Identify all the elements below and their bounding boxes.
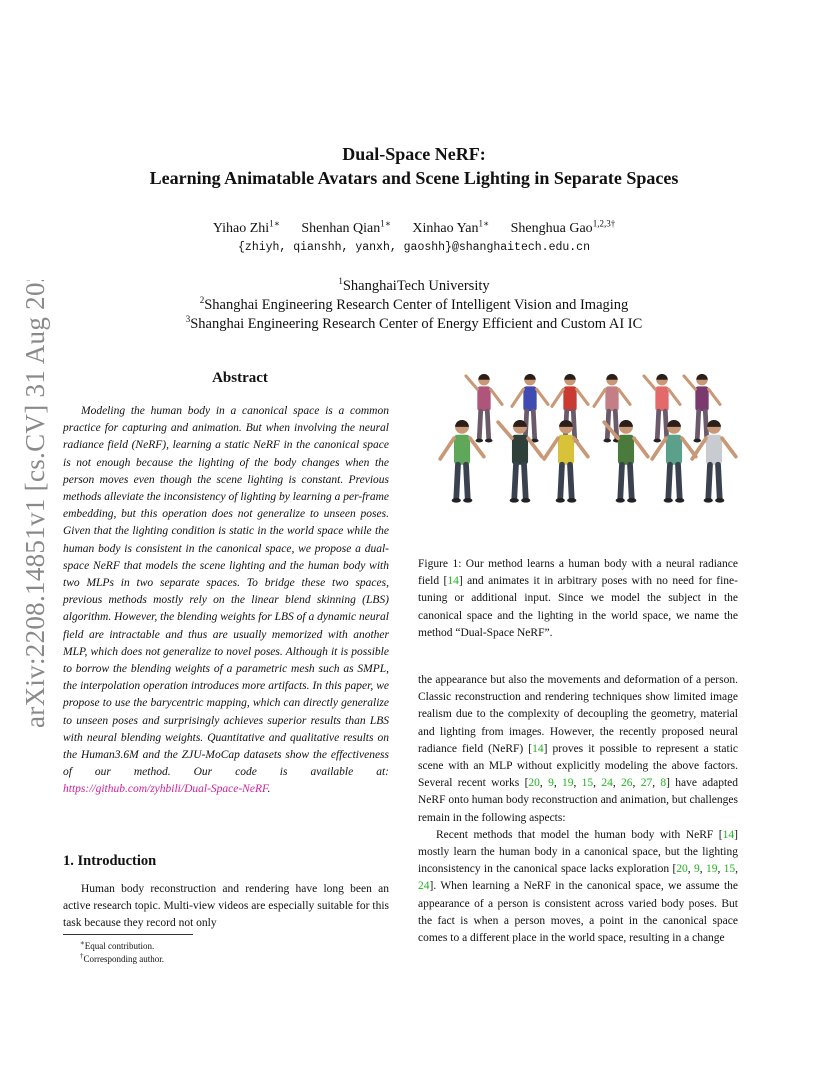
citation-link[interactable]: 14 <box>722 828 735 841</box>
citation-link[interactable]: 26 <box>621 777 633 790</box>
citation-group: 20, 9, 19, 15, 24, 26, 27, 8 <box>528 777 667 790</box>
avatar-leg <box>705 411 706 440</box>
avatar-leg <box>533 411 534 440</box>
avatar-arm <box>709 389 720 404</box>
avatar-arm <box>594 389 605 406</box>
citation-link[interactable]: 14 <box>532 742 544 755</box>
avatar-torso <box>477 386 490 411</box>
avatar-arm <box>669 389 680 404</box>
avatar-shoe <box>627 498 636 503</box>
avatar-hair <box>455 420 469 427</box>
avatar-leg <box>514 465 516 500</box>
citation-link[interactable]: 24 <box>418 880 430 893</box>
avatar-leg <box>524 465 526 500</box>
footnote-divider <box>63 934 193 935</box>
avatar-arm <box>552 389 563 406</box>
avatar-hair <box>564 374 575 380</box>
avatar-arm <box>440 438 454 459</box>
author-list <box>0 218 828 237</box>
paragraph: Recent methods that model the human body with NeRF [14] mostly learn the human body in a canonical space, but the lighting inconsistency in the canonical space lacks exploration [20, 9, 19, 15, 24]. When learning a NeRF in the canonical space, we assume the appearance of a person is consistent across varied body poses. But the fact is when a person moves, a point in the canonical space comes to a different place in the world space, resulting in a change <box>418 828 739 945</box>
avatar-shoe <box>485 439 493 443</box>
avatar-torso <box>605 386 618 411</box>
citation-link[interactable]: 9 <box>693 863 700 876</box>
avatar-leg <box>456 465 458 500</box>
avatar-leg <box>708 465 710 500</box>
avatar-torso <box>706 435 722 465</box>
avatar-torso <box>454 435 470 465</box>
avatar-leg <box>466 465 468 500</box>
arxiv-id: arXiv:2208.14851v1 [cs.CV] 31 Aug 2022 <box>20 280 50 728</box>
affiliation: $^3$Shanghai Engineering Research Center of Energy Efficient and Custom AI IC <box>185 314 643 332</box>
avatar-torso <box>563 386 576 411</box>
arxiv-sidebar-stamp <box>6 280 56 730</box>
paper-title-line1: Dual-Space NeRF: <box>342 144 486 164</box>
avatar-torso <box>666 435 682 465</box>
avatar-shoe <box>452 498 461 503</box>
avatar-leg <box>678 465 680 500</box>
avatar-arm <box>722 438 736 456</box>
code-link[interactable]: https://github.com/zyhbili/Dual-Space-NeRF <box>63 783 268 796</box>
avatar-leg <box>479 411 480 440</box>
figure-1-caption: Figure 1: Our method learns a human body with a neural radiance field [14] and animates it in arbitrary poses with no need for fine-tuning or additional input. Since we model the subject in the canonical space and the lighting in the world space, we name the method “Dual-Space NeRF”. <box>418 558 738 639</box>
citation-link[interactable]: 20 <box>528 777 540 790</box>
avatar-shoe <box>603 439 611 443</box>
avatar-hair <box>619 420 633 427</box>
avatar-torso <box>558 435 574 465</box>
avatar-hair <box>696 374 707 380</box>
citation-link[interactable]: 14 <box>447 575 459 588</box>
avatar-torso <box>512 435 528 465</box>
avatar-shoe <box>475 439 483 443</box>
paragraph: the appearance but also the movements and deformation of a person. Classic reconstruction and rendering techniques show limited image realism due to the complexity of decoupling the geometry, material and lighting from images. However, the recently proposed neural radiance field (NeRF) [14] proves it possible to represent a static scene with an MLP without explicitly modeling the above factors. Several recent works [20, 9, 19, 15, 24, 26, 27, 8] have adapted NeRF onto human body reconstruction and animation, but challenges remain in the following aspects: <box>418 674 738 824</box>
citation-link[interactable]: 19 <box>705 863 718 876</box>
avatar-arm <box>619 389 630 404</box>
avatar-arm <box>466 376 477 389</box>
intro-heading: 1. Introduction <box>63 853 157 869</box>
avatar-hair <box>606 374 617 380</box>
citation-link[interactable]: 15 <box>581 777 594 790</box>
author: Yihao Zhi$^{1∗}$ <box>212 218 280 236</box>
avatar-shoe <box>463 498 472 503</box>
avatar-arm <box>491 389 502 404</box>
avatar-hair <box>667 420 681 427</box>
avatar-shoe <box>715 498 724 503</box>
avatar-leg <box>718 465 720 500</box>
avatar-arm <box>498 422 512 438</box>
avatar-leg <box>668 465 670 500</box>
avatar-shoe <box>567 498 576 503</box>
avatar-torso <box>695 386 708 411</box>
avatar-torso <box>618 435 634 465</box>
figure-1-avatars <box>418 368 748 550</box>
avatar-shoe <box>616 498 625 503</box>
citation-link[interactable]: 27 <box>640 777 653 790</box>
abstract-heading: Abstract <box>212 370 268 386</box>
citation-group: 20, 9, 19, 15, 24 <box>418 863 739 893</box>
avatar-leg <box>573 411 574 440</box>
avatar-shoe <box>521 498 530 503</box>
avatar-shoe <box>704 498 713 503</box>
avatar-hair <box>656 374 667 380</box>
avatar-hair <box>524 374 535 380</box>
avatar-arm <box>577 389 588 404</box>
avatar-hair <box>707 420 721 427</box>
avatar-shoe <box>675 498 684 503</box>
author: Xinhao Yan$^{1∗}$ <box>412 218 490 236</box>
paper-title-line2: Learning Animatable Avatars and Scene Lighting in Separate Spaces <box>149 168 679 188</box>
avatar-leg <box>657 411 658 440</box>
author: Shenghua Gao$^{1,2,3\dagger}$ <box>510 218 616 236</box>
avatar-arm <box>512 389 523 406</box>
avatar-arm <box>537 389 548 404</box>
citation-link[interactable]: 20 <box>676 863 688 876</box>
citation-link[interactable]: 19 <box>562 777 574 790</box>
avatar-leg <box>560 465 562 500</box>
abstract-body: Modeling the human body in a canonical space is a common practice for capturing and animation. But when involving the neural radiance field (NeRF), learning a static NeRF in the canonical space is not enough because the lighting of the body changes when the person moves even though the scene lighting is constant. Previous methods alleviate the inconsistency of lighting by learning a per-frame embedding, but this operation does not generalize to unseen poses. Given that the lighting condition is static in the world space while the human body is consistent in the canonical space, we propose a dual-space NeRF that models the scene lighting and the human body with two MLPs in two separate spaces. To bridge these two spaces, previous methods mostly rely on the linear blend skinning (LBS) algorithm. However, the blending weights for LBS of a dynamic neural field are intractable and thus are usually memorized with another MLP, which does not generalize to novel poses. Although it is possible to borrow the blending weights of a parametric mesh such as SMPL, the interpolation operation introduces more artifacts. In this paper, we propose to use the barycentric mapping, which can directly generalize to unseen poses and surprisingly achieves superior results than LBS with neural blending weights. Quantitative and qualitative results on the Human3.6M and the ZJU-MoCap datasets show the effectiveness of our method. Our code is available at: https://github.com/zyhbili/Dual-Space-NeRF. <box>63 405 389 796</box>
author-emails: {zhiyh, qianshh, yanxh, gaoshh}@shanghaitech.edu.cn <box>238 241 590 254</box>
citation-link[interactable]: 24 <box>601 777 613 790</box>
intro-body: Human body reconstruction and rendering have long been an active research topic. Multi-view videos are especially suitable for this task because they record not only <box>63 883 389 930</box>
avatar-shoe <box>653 439 661 443</box>
avatar-leg <box>665 411 666 440</box>
avatar-torso <box>523 386 536 411</box>
avatar-torso <box>655 386 668 411</box>
avatar-shoe <box>664 498 673 503</box>
avatar-arm <box>684 376 695 389</box>
author: Shenhan Qian$^{1∗}$ <box>301 218 391 236</box>
avatar-arm <box>644 376 655 389</box>
avatar-shoe <box>556 498 565 503</box>
avatar-leg <box>620 465 622 500</box>
avatar-arm <box>544 438 558 459</box>
avatar-hair <box>478 374 489 380</box>
avatar-leg <box>487 411 488 440</box>
avatar-shoe <box>693 439 701 443</box>
affiliation: $^2$Shanghai Engineering Research Center of Intelligent Vision and Imaging <box>199 295 629 313</box>
intro-right-column <box>418 672 738 947</box>
avatar-leg <box>697 411 698 440</box>
avatar-leg <box>570 465 572 500</box>
avatar-shoe <box>510 498 519 503</box>
citation-link[interactable]: 8 <box>660 777 667 790</box>
avatar-arm <box>574 438 588 456</box>
affiliation: $^1$ShanghaiTech University <box>338 276 490 294</box>
avatar-arm <box>634 438 648 456</box>
footnote-corresponding-author: †Corresponding author. <box>80 952 164 964</box>
citation-link[interactable]: 15 <box>723 863 736 876</box>
footnote-equal-contribution: ∗Equal contribution. <box>80 939 155 951</box>
citation-link[interactable]: 9 <box>548 777 554 790</box>
avatar-hair <box>559 420 573 427</box>
avatar-leg <box>630 465 632 500</box>
